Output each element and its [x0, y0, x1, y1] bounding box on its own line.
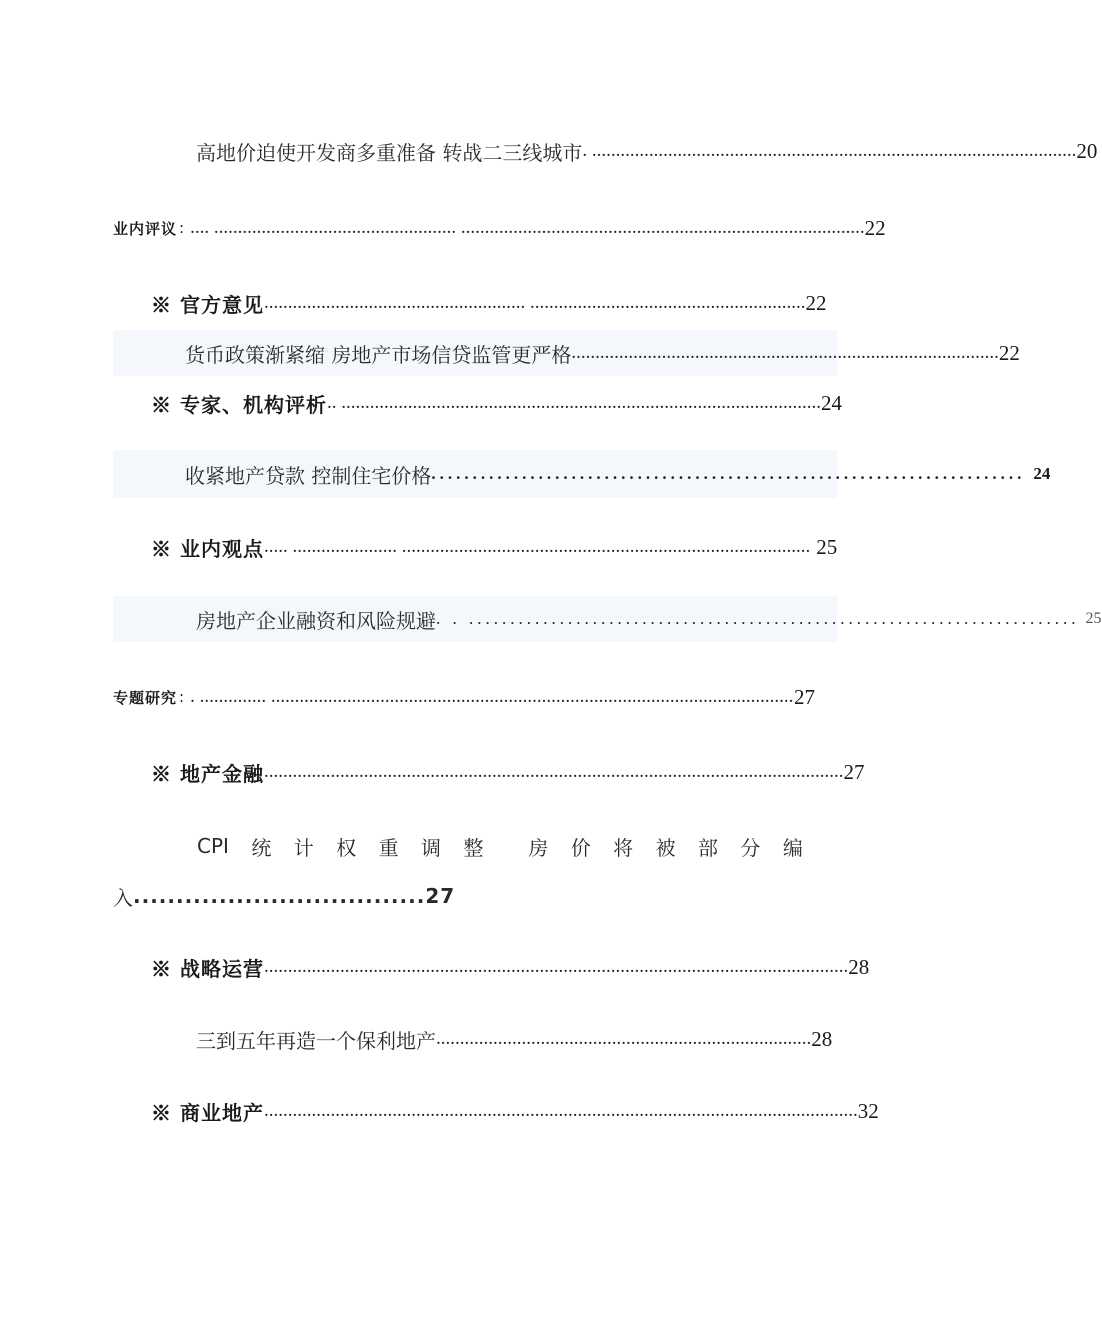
toc-entry-gaodijia[interactable] [113, 129, 1098, 173]
toc-subsection-shangye[interactable] [113, 1089, 879, 1133]
toc-entry-char: 计 [293, 835, 314, 860]
toc-section-title: 专题研究 [113, 688, 178, 707]
toc-entry-char: 重 [378, 835, 399, 860]
toc-entry-char: 将 [613, 835, 634, 860]
toc-subsection-title: ※ 战略运营 [151, 956, 264, 981]
toc-page-number: 25 [816, 534, 838, 559]
toc-entry-text: 高地价迫使开发商多重准备 转战二三线城市 [196, 140, 583, 165]
toc-page-number: 24 [820, 390, 842, 415]
toc-leader-dots: .... ................................................... ..................................................................................... [190, 217, 865, 238]
toc-leader-dots: ....................................................... .......................................................... [263, 292, 806, 313]
toc-page-number: 32 [857, 1098, 879, 1123]
toc-subsection-zhanlue[interactable] [113, 945, 870, 989]
toc-entry-char: 整 [463, 835, 484, 860]
toc-leader-dots: .................................. [133, 884, 426, 908]
toc-subsection-title: ※ 专家、机构评析 [151, 392, 327, 417]
toc-page-number: 27 [794, 684, 815, 709]
toc-leader-dots: .......................................................................................................................... [263, 761, 844, 782]
toc-entry-text: 入 [113, 885, 133, 910]
toc-page-number: 22 [998, 340, 1020, 365]
toc-entry-char: 被 [655, 835, 676, 860]
toc-entry-char: CPI [197, 834, 229, 858]
toc-section-title: 业内评议 [113, 219, 178, 238]
toc-leader-dots: . .............. .............................................................................................................. [190, 686, 794, 707]
toc-entry-char: 调 [421, 835, 442, 860]
toc-entry-text: 货币政策渐紧缩 房地产市场信贷监管更严格 [185, 342, 572, 367]
toc-leader-dots: . ...................................................................................................... [582, 140, 1077, 161]
toc-entry-huobi[interactable] [113, 330, 1020, 376]
toc-subsection-title: ※ 业内观点 [151, 536, 264, 561]
toc-subsection-title: ※ 地产金融 [151, 761, 264, 786]
toc-entry-text: 收紧地产贷款 控制住宅价格 [185, 463, 432, 488]
toc-entry-char: 部 [698, 835, 718, 860]
toc-page-number: 28 [848, 954, 870, 979]
toc-entry-char: 统 [251, 835, 272, 860]
toc-leader-dots: .......................................................................................... [571, 342, 999, 363]
toc-entry-cpi-line1[interactable] [197, 826, 803, 866]
toc-page-number: 25 [1085, 610, 1102, 627]
toc-subsection-title: ※ 商业地产 [151, 1100, 264, 1125]
toc-entry-rongzi[interactable] [113, 596, 1102, 642]
toc-page-number: 22 [805, 290, 827, 315]
toc-leader-dots: . . .......................................................................... [436, 609, 1080, 628]
toc-leader-dots: ........................................................................................................................... [263, 956, 849, 977]
toc-entry-char: 房 [528, 835, 549, 860]
toc-leader-dots: ............................................................................... [436, 1028, 812, 1049]
toc-section-zhuanti[interactable] [113, 675, 815, 719]
toc-entry-char: 价 [570, 835, 591, 860]
toc-entry-text: 房地产企业融资和风险规避 [196, 608, 436, 633]
toc-section-yenei[interactable] [113, 206, 886, 250]
toc-page-number: 27 [843, 759, 865, 784]
toc-subsection-guandian[interactable] [113, 525, 838, 569]
toc-page-number: 24 [1033, 464, 1051, 483]
toc-subsection-dichan-jinrong[interactable] [113, 750, 865, 794]
toc-entry-shoujin[interactable] [113, 450, 1051, 498]
toc-leader-dots: ............................................................................................................................. [263, 1100, 858, 1121]
toc-section-colon: : [179, 219, 185, 237]
toc-page-number: 20 [1076, 138, 1098, 163]
toc-entry-char: 编 [782, 835, 803, 860]
toc-page-number: 22 [864, 215, 886, 240]
toc-subsection-guanfang[interactable] [113, 281, 827, 325]
toc-leader-dots: ..... ...................... ...................................................................................... [263, 536, 811, 557]
toc-section-colon: : [179, 688, 185, 706]
toc-page-number: 28 [811, 1026, 833, 1051]
toc-entry-text: 三到五年再造一个保利地产 [196, 1028, 436, 1053]
toc-page-number: 27 [425, 884, 456, 908]
toc-entry-cpi-line2[interactable] [113, 876, 455, 916]
toc-leader-dots: .. ..................................................................................................... [326, 392, 821, 413]
toc-subsection-title: ※ 官方意见 [151, 292, 264, 317]
toc-entry-char: 权 [336, 835, 357, 860]
toc-entry-char: 分 [740, 835, 761, 860]
toc-subsection-zhuanjia[interactable] [113, 381, 842, 425]
toc-entry-sandao[interactable] [113, 1017, 833, 1061]
toc-leader-dots: ........................................................................ [431, 464, 1026, 483]
